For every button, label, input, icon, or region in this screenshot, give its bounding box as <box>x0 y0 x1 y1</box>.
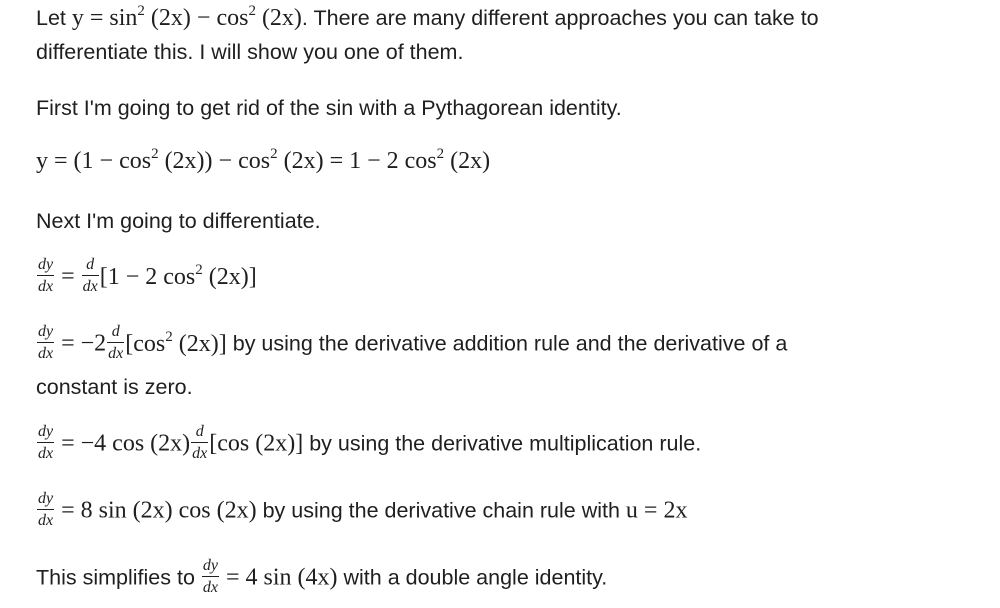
step-3-explanation: by using the derivative multiplication rule. <box>309 431 702 456</box>
d-dx-operator: $\frac{d}{dx}$ <box>82 256 98 295</box>
final-text-lead: This simplifies to <box>36 565 195 590</box>
dy-dx-fraction: $\frac{dy}{dx}$ <box>202 557 218 596</box>
step-3-equation: $\frac{dy}{dx}$ = −4 cos (2x) $\frac{d}{dx}$ [cos (2x)] by using the derivative multiplication rule. <box>38 423 702 462</box>
final-result <box>36 557 608 598</box>
step-4-equation: $\frac{dy}{dx}$ = 8 sin (2x) cos (2x) by using the derivative chain rule with u = 2x <box>38 490 688 529</box>
intro-text-let: Let <box>36 6 72 30</box>
step-1-equation: $\frac{dy}{dx}$ = $\frac{d}{dx}$ [1 − 2 $\cos^2 (2x)$] <box>38 256 257 295</box>
intro-paragraph-line-1 <box>36 5 819 32</box>
d-dx-operator: $\frac{d}{dx}$ <box>108 323 124 362</box>
d-dx-operator: $\frac{d}{dx}$ <box>192 423 208 462</box>
y-definition-equation: $y = \sin^2 (2x) - \cos^2 (2x)$ <box>71 3 302 31</box>
dy-dx-fraction: $\frac{dy}{dx}$ <box>38 490 54 529</box>
final-equation: = 4 sin (4x) <box>225 564 338 591</box>
final-text-tail: with a double angle identity. <box>343 565 608 590</box>
step-2-explanation: by using the derivative addition rule and the derivative of a <box>232 331 788 356</box>
pythagorean-paragraph: First I'm going to get rid of the sin with a Pythagorean identity. <box>36 96 622 120</box>
differentiate-paragraph: Next I'm going to differentiate. <box>36 209 321 233</box>
dy-dx-fraction: $\frac{dy}{dx}$ <box>38 323 54 362</box>
u-substitution: u = 2x <box>625 497 688 524</box>
step-4-explanation: by using the derivative chain rule with <box>262 498 620 523</box>
dy-dx-fraction: $\frac{dy}{dx}$ <box>38 256 54 295</box>
intro-paragraph-line-2: differentiate this. I will show you one of them. <box>36 40 464 64</box>
step-2-explanation-continued: constant is zero. <box>36 375 193 399</box>
dy-dx-fraction: $\frac{dy}{dx}$ <box>38 423 54 462</box>
step-2-equation: $\frac{dy}{dx}$ = −2 $\frac{d}{dx}$ [$\cos^2$ (2x)] by using the derivative addition rule and the derivative of a <box>38 323 788 362</box>
intro-text-rest: . There are many different approaches you can take to <box>301 6 819 30</box>
identity-equation: $y = (1 - \cos^2 (2x)) - \cos^2 (2x) = 1 - 2$ $\cos^2 (2x)$ <box>36 146 491 174</box>
